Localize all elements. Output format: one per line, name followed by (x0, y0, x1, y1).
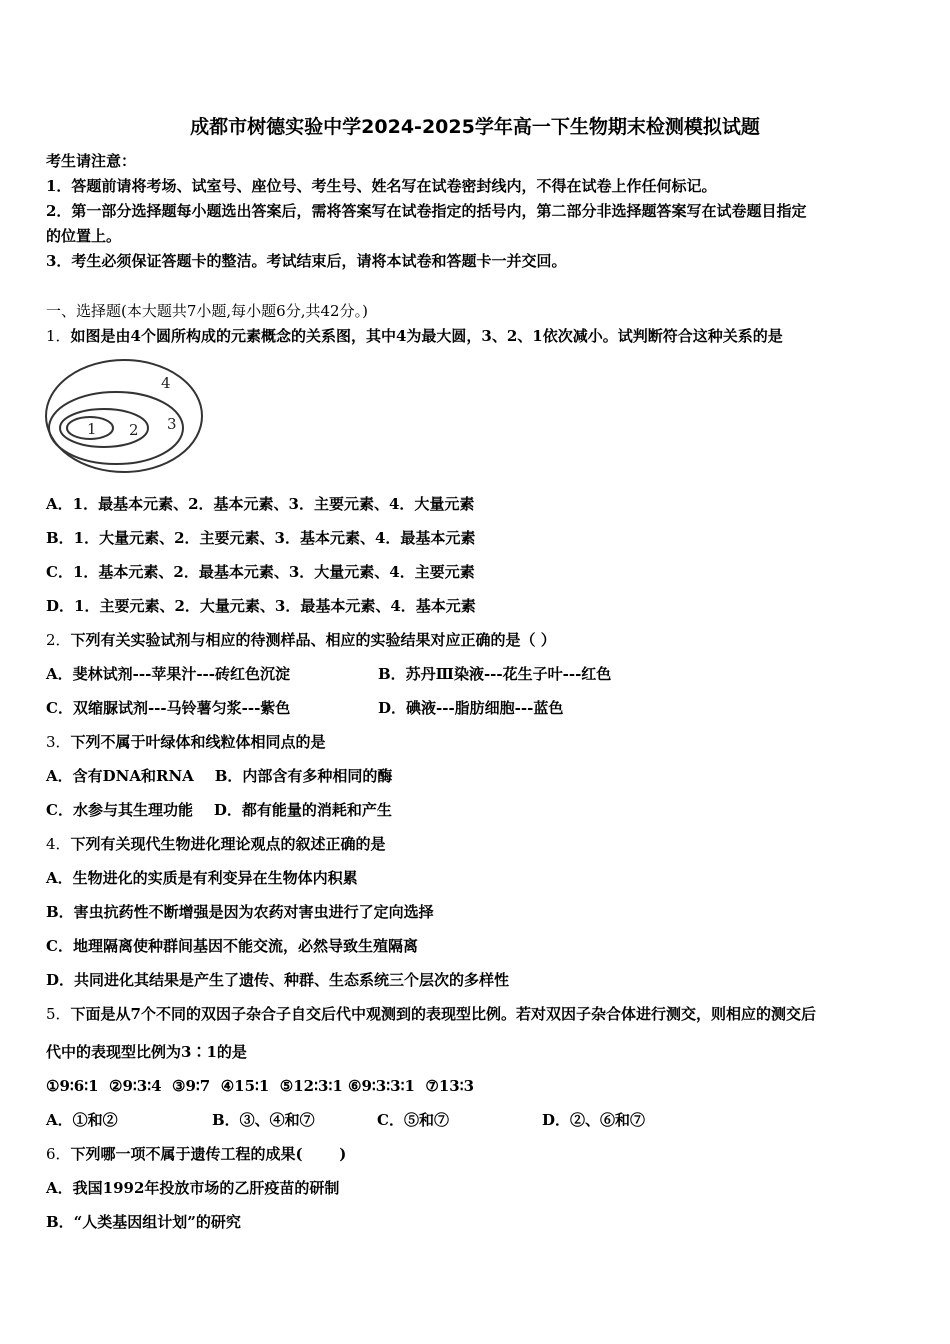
q4-option-b: B．害虫抗药性不断增强是因为农药对害虫进行了定向选择 (46, 903, 434, 921)
notice-item-2: 2．第一部分选择题每小题选出答案后，需将答案写在试卷指定的括号内，第二部分非选择题答案写在试卷题目指定 (46, 202, 807, 220)
question-1 (46, 326, 783, 346)
question-number: 3． (46, 733, 71, 751)
notice-item-2-cont: 的位置上。 (46, 227, 122, 245)
question-number: 2． (46, 631, 71, 649)
q1-option-d: D．1．主要元素、2．大量元素、3．最基本元素、4．基本元素 (46, 597, 476, 615)
q2-option-b: B．苏丹Ⅲ染液---花生子叶---红色 (378, 665, 612, 683)
q2-option-c: C．双缩脲试剂---马铃薯匀浆---紫色 (46, 699, 291, 717)
label-1: 1 (87, 420, 97, 438)
question-stem: 下列不属于叶绿体和线粒体相同点的是 (70, 733, 326, 751)
question-stem: 下列有关实验试剂与相应的待测样品、相应的实验结果对应正确的是（ ） (70, 631, 556, 649)
venn-diagram (44, 358, 206, 476)
q1-option-a: A．1．最基本元素、2．基本元素、3．主要元素、4．大量元素 (46, 495, 475, 513)
question-stem: 如图是由4个圆所构成的元素概念的关系图，其中4为最大圆，3、2、1依次减小。试判断符合这种关系的是 (70, 327, 783, 345)
question-3 (46, 732, 326, 752)
q4-option-c: C．地理隔离使种群间基因不能交流，必然导致生殖隔离 (46, 937, 418, 955)
question-4 (46, 834, 386, 854)
q3-options-row-1: A．含有DNA和RNA B．内部含有多种相同的酶 (46, 767, 393, 785)
circle-3 (49, 392, 183, 464)
label-2: 2 (129, 421, 139, 439)
q3-options-row-2: C．水参与其生理功能 D．都有能量的消耗和产生 (46, 801, 392, 819)
q1-option-c: C．1．基本元素、2．最基本元素、3．大量元素、4．主要元素 (46, 563, 475, 581)
q4-option-a: A．生物进化的实质是有利变异在生物体内积累 (46, 869, 358, 887)
question-6 (46, 1144, 346, 1164)
q1-option-b: B．1．大量元素、2．主要元素、3．基本元素、4．最基本元素 (46, 529, 476, 547)
question-2 (46, 630, 556, 650)
label-4: 4 (161, 374, 171, 392)
question-stem: 下面是从7个不同的双因子杂合子自交后代中观测到的表现型比例。若对双因子杂合体进行测交，则相应的测交后 (70, 1005, 816, 1023)
notice-heading: 考生请注意： (46, 152, 137, 170)
question-stem: 下列有关现代生物进化理论观点的叙述正确的是 (70, 835, 386, 853)
section-heading: 一、选择题(本大题共7小题,每小题6分,共42分。) (46, 302, 368, 320)
q4-option-d: D．共同进化其结果是产生了遗传、种群、生态系统三个层次的多样性 (46, 971, 510, 989)
q5-option-a: A．①和② (46, 1111, 118, 1129)
question-number: 6． (46, 1145, 71, 1163)
notice-item-1: 1．答题前请将考场、试室号、座位号、考生号、姓名写在试卷密封线内，不得在试卷上作任何标记。 (46, 177, 717, 195)
question-stem: 下列哪一项不属于遗传工程的成果( ) (70, 1145, 347, 1163)
question-number: 5． (46, 1005, 71, 1023)
page-title: 成都市树德实验中学2024-2025学年高一下生物期末检测模拟试题 (190, 116, 760, 138)
q2-option-a: A．斐林试剂---苹果汁---砖红色沉淀 (46, 665, 290, 683)
question-5 (46, 1004, 816, 1024)
question-number: 1． (46, 327, 71, 345)
question-number: 4． (46, 835, 71, 853)
question-5-stem-cont: 代中的表现型比例为3∶1的是 (46, 1043, 247, 1061)
q5-option-d: D．②、⑥和⑦ (542, 1111, 646, 1129)
q6-option-a: A．我国1992年投放市场的乙肝疫苗的研制 (46, 1179, 340, 1197)
q6-option-b: B．“人类基因组计划”的研究 (46, 1213, 241, 1231)
q2-option-d: D．碘液---脂肪细胞---蓝色 (378, 699, 564, 717)
label-3: 3 (167, 415, 177, 433)
notice-item-3: 3．考生必须保证答题卡的整洁。考试结束后，请将本试卷和答题卡一并交回。 (46, 252, 567, 270)
q5-option-c: C．⑤和⑦ (377, 1111, 449, 1129)
q5-ratios: ①9∶6∶1 ②9∶3∶4 ③9∶7 ④15∶1 ⑤12∶3∶1 ⑥9∶3∶3∶1 ⑦13∶3 (46, 1077, 475, 1095)
q5-option-b: B．③、④和⑦ (212, 1111, 315, 1129)
